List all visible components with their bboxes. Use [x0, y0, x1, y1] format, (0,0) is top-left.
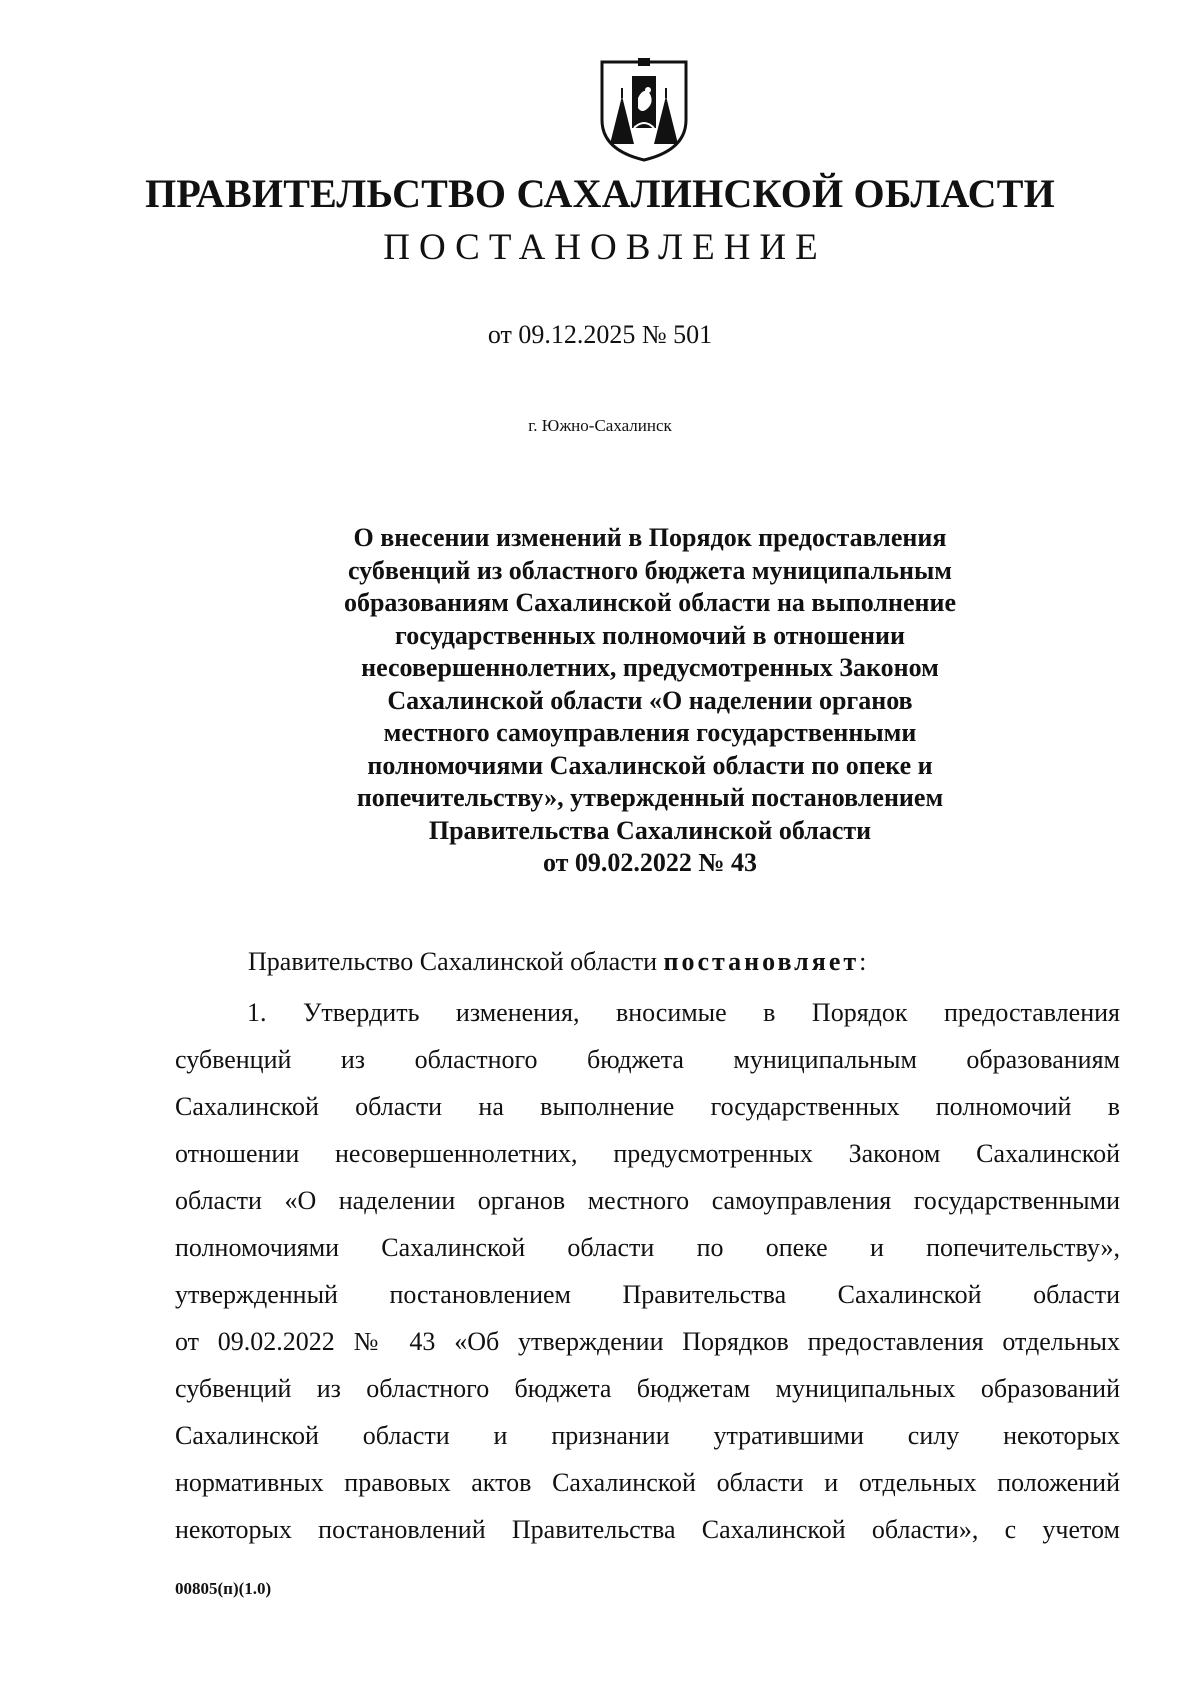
coat-of-arms-icon [598, 58, 690, 162]
heading-line: О внесении изменений в Порядок предоставления [353, 523, 947, 552]
paragraph-line: субвенций из областного бюджета муниципальным образованиям [175, 1045, 1120, 1074]
heading-line: от 09.02.2022 № 43 [542, 848, 758, 877]
paragraph-line: некоторых постановлений Правительства Сахалинской области», с учетом [175, 1515, 1120, 1544]
body-paragraph [175, 996, 1120, 1560]
heading-line: местного самоуправления государственными [383, 718, 917, 747]
heading-line: полномочиями Сахалинской области по опеке и [367, 750, 933, 780]
paragraph-line: области «О наделении органов местного самоуправления государственными [175, 1186, 1120, 1215]
document-type: ПОСТАНОВЛЕНИЕ [383, 227, 827, 268]
document-city: г. Южно-Сахалинск [528, 416, 672, 435]
paragraph-line: отношении несовершеннолетних, предусмотренных Законом Сахалинской [175, 1139, 1120, 1168]
preamble-colon: : [859, 947, 867, 976]
heading-line: субвенций из областного бюджета муниципальным [347, 555, 953, 585]
preamble-emphasis: постановляет [663, 947, 860, 976]
preamble-text: Правительство Сахалинской области [248, 947, 664, 976]
paragraph-line: Сахалинской области на выполнение государственных полномочий в [175, 1092, 1120, 1121]
paragraph-line: Сахалинской области и признании утратившими силу некоторых [175, 1421, 1120, 1450]
document-date-number: от 09.12.2025 № 501 [487, 320, 713, 349]
heading-line: образованиям Сахалинской области на выполнение [343, 588, 957, 617]
heading-line: несовершеннолетних, предусмотренных Законом [361, 653, 939, 682]
paragraph-line: субвенций из областного бюджета бюджетам муниципальных образований [175, 1374, 1120, 1403]
form-code: 00805(п)(1.0) [175, 1579, 272, 1598]
heading-line: попечительству», утвержденный постановлением [356, 783, 944, 812]
preamble [248, 945, 866, 979]
paragraph-line: утвержденный постановлением Правительства Сахалинской области [175, 1280, 1120, 1309]
heading-line: государственных полномочий в отношении [395, 620, 905, 650]
paragraph-line: нормативных правовых актов Сахалинской области и отдельных положений [175, 1468, 1120, 1497]
heading-line: Сахалинской области «О наделении органов [387, 685, 913, 715]
paragraph-line: 1. Утвердить изменения, вносимые в Порядок предоставления [247, 998, 1120, 1027]
organization-title: ПРАВИТЕЛЬСТВО САХАЛИНСКОЙ ОБЛАСТИ [145, 171, 1055, 216]
heading-line: Правительства Сахалинской области [428, 815, 872, 845]
paragraph-line: от 09.02.2022 № 43 «Об утверждении Порядков предоставления отдельных [175, 1327, 1120, 1356]
paragraph-line: полномочиями Сахалинской области по опеке и попечительству», [175, 1233, 1120, 1262]
document-heading [290, 522, 1010, 880]
